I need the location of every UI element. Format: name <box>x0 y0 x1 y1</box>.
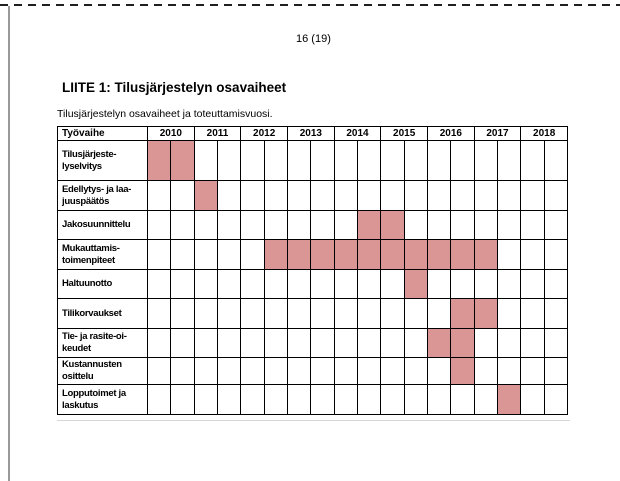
column-header-phase: Työvaihe <box>58 127 147 140</box>
gantt-cell-2014H2 <box>358 329 380 357</box>
gantt-cell-2015H2 <box>405 385 427 414</box>
page-margin-line <box>8 6 10 481</box>
gantt-cell-2017H1 <box>475 181 497 210</box>
phase-label-line: Tilikorvaukset <box>62 307 122 319</box>
gantt-cell-2017H1 <box>475 385 497 414</box>
gantt-cell-2016H1 <box>428 299 450 328</box>
phase-label-line: Kustannusten <box>62 359 122 370</box>
gantt-cell-2011H2 <box>218 299 240 328</box>
frame-bottom-line <box>57 420 570 421</box>
gantt-cell-2011H2 <box>218 385 240 414</box>
gantt-cell-2018H1 <box>521 270 543 298</box>
gantt-cell-2012H1 <box>241 385 263 414</box>
gantt-cell-2013H1 <box>288 211 310 239</box>
column-header-year-2010: 2010 <box>148 127 194 140</box>
gantt-cell-2010H1 <box>148 329 170 357</box>
gantt-cell-2016H1 <box>428 385 450 414</box>
gantt-cell-2012H2 <box>265 211 287 239</box>
phase-label-line: lyselvitys <box>62 160 102 172</box>
gantt-cell-2013H2 <box>311 358 333 384</box>
gantt-cell-2016H2 <box>451 240 473 269</box>
gantt-cell-2016H2 <box>451 329 473 357</box>
phase-label-line: Haltuunotto <box>62 278 112 289</box>
gantt-cell-2010H2 <box>171 181 193 210</box>
gantt-cell-2016H1 <box>428 240 450 269</box>
gantt-cell-2010H1 <box>148 358 170 384</box>
gantt-cell-2018H1 <box>521 299 543 328</box>
gantt-cell-2011H2 <box>218 211 240 239</box>
gantt-cell-2011H2 <box>218 141 240 180</box>
gantt-cell-2018H2 <box>545 141 567 180</box>
gantt-cell-2013H1 <box>288 270 310 298</box>
gantt-cell-2011H2 <box>218 240 240 269</box>
gantt-cell-2015H1 <box>381 299 403 328</box>
gantt-cell-2015H1 <box>381 385 403 414</box>
gantt-cell-2013H2 <box>311 211 333 239</box>
gantt-cell-2018H2 <box>545 329 567 357</box>
gantt-cell-2010H1 <box>148 299 170 328</box>
gantt-cell-2012H1 <box>241 329 263 357</box>
page-number: 16 (19) <box>296 33 331 45</box>
gantt-cell-2010H1 <box>148 270 170 298</box>
gantt-cell-2010H1 <box>148 181 170 210</box>
gantt-cell-2012H2 <box>265 299 287 328</box>
gantt-cell-2010H2 <box>171 299 193 328</box>
phase-label-line: Mukauttamis- <box>62 242 120 254</box>
gantt-cell-2013H1 <box>288 385 310 414</box>
column-header-year-2011: 2011 <box>195 127 241 140</box>
gantt-cell-2015H2 <box>405 299 427 328</box>
gantt-cell-2013H1 <box>288 358 310 384</box>
appendix-heading: LIITE 1: Tilusjärjestelyn osavaiheet <box>62 80 287 95</box>
gantt-cell-2016H1 <box>428 181 450 210</box>
gantt-cell-2013H1 <box>288 181 310 210</box>
gantt-cell-2011H1 <box>195 299 217 328</box>
gantt-cell-2011H1 <box>195 385 217 414</box>
gantt-cell-2012H2 <box>265 385 287 414</box>
gantt-cell-2016H2 <box>451 299 473 328</box>
gantt-cell-2017H1 <box>475 358 497 384</box>
gantt-cell-2015H2 <box>405 270 427 298</box>
gantt-cell-2017H1 <box>475 329 497 357</box>
column-header-year-2013: 2013 <box>288 127 334 140</box>
gantt-cell-2012H1 <box>241 358 263 384</box>
gantt-cell-2017H1 <box>475 211 497 239</box>
gantt-cell-2011H1 <box>195 181 217 210</box>
gantt-cell-2010H2 <box>171 141 193 180</box>
gantt-cell-2014H1 <box>335 141 357 180</box>
gantt-cell-2016H1 <box>428 329 450 357</box>
gantt-cell-2011H1 <box>195 141 217 180</box>
gantt-cell-2015H2 <box>405 181 427 210</box>
gantt-cell-2017H2 <box>498 329 520 357</box>
gantt-cell-2013H1 <box>288 299 310 328</box>
gantt-cell-2018H2 <box>545 299 567 328</box>
gantt-table <box>57 126 568 415</box>
gantt-cell-2016H2 <box>451 358 473 384</box>
gantt-cell-2017H1 <box>475 299 497 328</box>
column-header-year-2017: 2017 <box>475 127 521 140</box>
gantt-cell-2013H2 <box>311 385 333 414</box>
gantt-cell-2013H1 <box>288 240 310 269</box>
phase-label <box>58 299 147 328</box>
phase-label-line: osittelu <box>62 371 94 382</box>
gantt-cell-2012H2 <box>265 358 287 384</box>
gantt-cell-2010H2 <box>171 358 193 384</box>
gantt-cell-2015H1 <box>381 358 403 384</box>
gantt-cell-2018H1 <box>521 358 543 384</box>
gantt-cell-2016H2 <box>451 141 473 180</box>
gantt-cell-2012H1 <box>241 299 263 328</box>
phase-label <box>58 358 147 384</box>
gantt-cell-2014H2 <box>358 385 380 414</box>
gantt-cell-2012H1 <box>241 211 263 239</box>
gantt-cell-2011H2 <box>218 270 240 298</box>
gantt-cell-2014H1 <box>335 385 357 414</box>
phase-label <box>58 141 147 180</box>
gantt-cell-2016H2 <box>451 181 473 210</box>
gantt-cell-2016H2 <box>451 270 473 298</box>
gantt-cell-2016H2 <box>451 385 473 414</box>
gantt-cell-2010H2 <box>171 211 193 239</box>
gantt-cell-2012H1 <box>241 240 263 269</box>
gantt-cell-2011H1 <box>195 240 217 269</box>
gantt-cell-2011H2 <box>218 329 240 357</box>
gantt-cell-2017H2 <box>498 181 520 210</box>
phase-label <box>58 270 147 298</box>
phase-label <box>58 181 147 210</box>
gantt-cell-2014H2 <box>358 270 380 298</box>
gantt-cell-2014H2 <box>358 141 380 180</box>
gantt-cell-2013H2 <box>311 181 333 210</box>
gantt-cell-2018H2 <box>545 358 567 384</box>
phase-label-line: Lopputoimet ja <box>62 387 126 399</box>
gantt-cell-2017H1 <box>475 141 497 180</box>
phase-label-line: Edellytys- ja laa- <box>62 183 132 195</box>
phase-label-line: keudet <box>62 343 91 354</box>
gantt-cell-2018H2 <box>545 240 567 269</box>
gantt-cell-2010H1 <box>148 141 170 180</box>
gantt-cell-2017H2 <box>498 385 520 414</box>
column-header-year-2016: 2016 <box>428 127 474 140</box>
gantt-cell-2014H1 <box>335 181 357 210</box>
gantt-cell-2014H1 <box>335 329 357 357</box>
gantt-cell-2013H2 <box>311 270 333 298</box>
gantt-cell-2017H2 <box>498 358 520 384</box>
gantt-cell-2018H1 <box>521 329 543 357</box>
phase-label-line: toimenpiteet <box>62 254 115 266</box>
gantt-cell-2018H2 <box>545 211 567 239</box>
gantt-cell-2013H2 <box>311 141 333 180</box>
gantt-cell-2013H2 <box>311 329 333 357</box>
gantt-cell-2013H2 <box>311 240 333 269</box>
gantt-cell-2014H2 <box>358 181 380 210</box>
gantt-cell-2016H2 <box>451 211 473 239</box>
gantt-cell-2012H1 <box>241 181 263 210</box>
gantt-cell-2016H1 <box>428 270 450 298</box>
gantt-cell-2015H2 <box>405 240 427 269</box>
gantt-cell-2011H2 <box>218 358 240 384</box>
gantt-cell-2012H1 <box>241 270 263 298</box>
gantt-cell-2015H1 <box>381 270 403 298</box>
gantt-cell-2012H2 <box>265 181 287 210</box>
gantt-cell-2018H2 <box>545 385 567 414</box>
gantt-cell-2012H1 <box>241 141 263 180</box>
gantt-cell-2016H1 <box>428 211 450 239</box>
gantt-cell-2014H1 <box>335 299 357 328</box>
gantt-cell-2017H2 <box>498 211 520 239</box>
gantt-cell-2014H2 <box>358 211 380 239</box>
gantt-cell-2014H2 <box>358 240 380 269</box>
gantt-cell-2018H1 <box>521 181 543 210</box>
table-caption: Tilusjärjestelyn osavaiheet ja toteuttamisvuosi. <box>57 108 273 120</box>
gantt-cell-2014H1 <box>335 270 357 298</box>
gantt-cell-2010H1 <box>148 385 170 414</box>
gantt-cell-2015H1 <box>381 211 403 239</box>
phase-label <box>58 240 147 269</box>
gantt-cell-2018H1 <box>521 141 543 180</box>
gantt-cell-2010H1 <box>148 240 170 269</box>
gantt-cell-2014H1 <box>335 211 357 239</box>
gantt-cell-2017H2 <box>498 299 520 328</box>
column-header-year-2014: 2014 <box>335 127 381 140</box>
gantt-cell-2014H1 <box>335 358 357 384</box>
phase-label-line: laskutus <box>62 399 99 411</box>
phase-label <box>58 329 147 357</box>
gantt-cell-2017H1 <box>475 270 497 298</box>
gantt-cell-2018H1 <box>521 240 543 269</box>
gantt-cell-2012H2 <box>265 270 287 298</box>
gantt-cell-2010H2 <box>171 240 193 269</box>
phase-label-line: juuspäätös <box>62 195 110 207</box>
phase-label-line: Tilusjärjeste- <box>62 148 117 160</box>
gantt-cell-2010H2 <box>171 329 193 357</box>
gantt-cell-2011H1 <box>195 211 217 239</box>
gantt-cell-2013H1 <box>288 329 310 357</box>
gantt-cell-2011H2 <box>218 181 240 210</box>
phase-label-line: Tie- ja rasite-oi- <box>62 331 127 342</box>
gantt-cell-2011H1 <box>195 270 217 298</box>
page-break-dashed-line <box>0 4 620 6</box>
column-header-year-2015: 2015 <box>381 127 427 140</box>
gantt-cell-2018H2 <box>545 270 567 298</box>
gantt-cell-2016H1 <box>428 141 450 180</box>
gantt-cell-2015H2 <box>405 141 427 180</box>
gantt-cell-2012H2 <box>265 141 287 180</box>
gantt-cell-2010H2 <box>171 385 193 414</box>
gantt-cell-2010H2 <box>171 270 193 298</box>
gantt-cell-2013H1 <box>288 141 310 180</box>
gantt-cell-2015H1 <box>381 141 403 180</box>
gantt-cell-2015H1 <box>381 240 403 269</box>
column-header-year-2018: 2018 <box>521 127 567 140</box>
gantt-cell-2015H1 <box>381 329 403 357</box>
gantt-cell-2010H1 <box>148 211 170 239</box>
phase-label-line: Jakosuunnittelu <box>62 219 131 230</box>
gantt-cell-2015H2 <box>405 358 427 384</box>
gantt-cell-2015H1 <box>381 181 403 210</box>
gantt-cell-2011H1 <box>195 358 217 384</box>
gantt-cell-2014H2 <box>358 299 380 328</box>
gantt-cell-2015H2 <box>405 211 427 239</box>
gantt-cell-2012H2 <box>265 240 287 269</box>
gantt-cell-2014H1 <box>335 240 357 269</box>
phase-label <box>58 211 147 239</box>
gantt-cell-2018H1 <box>521 385 543 414</box>
gantt-cell-2012H2 <box>265 329 287 357</box>
column-header-year-2012: 2012 <box>241 127 287 140</box>
gantt-cell-2017H2 <box>498 240 520 269</box>
gantt-cell-2015H2 <box>405 329 427 357</box>
gantt-cell-2014H2 <box>358 358 380 384</box>
phase-label <box>58 385 147 414</box>
gantt-cell-2017H2 <box>498 270 520 298</box>
gantt-cell-2018H1 <box>521 211 543 239</box>
gantt-cell-2018H2 <box>545 181 567 210</box>
gantt-cell-2017H1 <box>475 240 497 269</box>
gantt-cell-2017H2 <box>498 141 520 180</box>
gantt-cell-2013H2 <box>311 299 333 328</box>
gantt-cell-2011H1 <box>195 329 217 357</box>
gantt-cell-2016H1 <box>428 358 450 384</box>
